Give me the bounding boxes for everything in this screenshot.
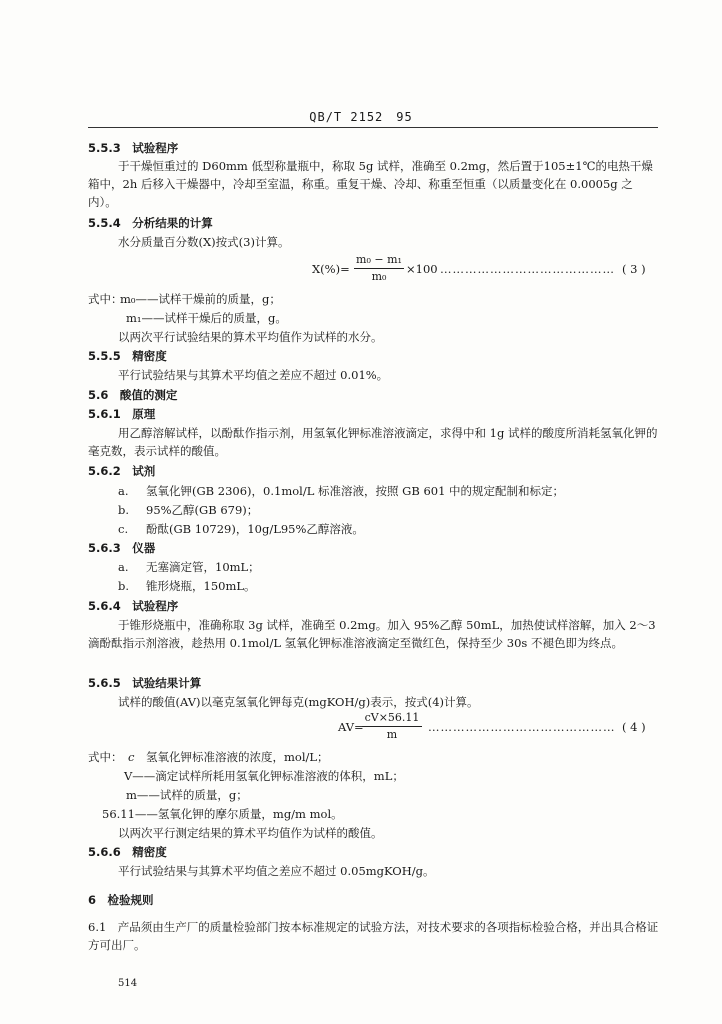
where-4-m: m——试样的质量，g； bbox=[126, 788, 248, 802]
heading-5-6: 5.6 酸值的测定 bbox=[88, 388, 178, 402]
heading-6: 6 检验规则 bbox=[88, 893, 154, 907]
conclusion-5-5-4: 以两次平行试验结果的算术平均值作为试样的水分。 bbox=[118, 330, 383, 344]
formula-3-numerator: m₀ − m₁ bbox=[356, 253, 402, 266]
heading-5-6-3: 5.6.3 仪器 bbox=[88, 541, 156, 555]
header-rule bbox=[88, 127, 658, 128]
heading-5-6-2: 5.6.2 试剂 bbox=[88, 464, 156, 478]
where-label-4: 式中： bbox=[88, 750, 123, 764]
heading-5-5-5: 5.5.5 精密度 bbox=[88, 349, 167, 363]
fraction-bar bbox=[362, 726, 422, 727]
formula-3-rhs: ×100 bbox=[406, 262, 438, 276]
formula-3-number: ( 3 ) bbox=[622, 262, 646, 276]
paragraph-5-6-4: 于锥形烧瓶中，准确称取 3g 试样，准确至 0.2mg。加入 95%乙醇 50mL，加热使试样溶解，加入 2～3 滴酚酞指示剂溶液，趁热用 0.1mol/L 氢氧化钾标准溶液滴定至微红色，保持至少 30s 不褪色即为终点。 bbox=[88, 618, 656, 650]
paragraph-5-6-6: 平行试验结果与其算术平均值之差应不超过 0.05mgKOH/g。 bbox=[118, 864, 435, 878]
fraction-bar bbox=[354, 268, 404, 269]
where-label-3: 式中： bbox=[88, 292, 123, 306]
formula-3-denominator: m₀ bbox=[371, 270, 387, 283]
page-number: 514 bbox=[118, 978, 138, 989]
where-3-m1: m₁——试样干燥后的质量，g。 bbox=[126, 311, 287, 325]
heading-5-6-6: 5.6.6 精密度 bbox=[88, 845, 167, 859]
paragraph-5-5-3: 于干燥恒重过的 D60mm 低型称量瓶中，称取 5g 试样，准确至 0.2mg，然后置于105±1℃的电热干燥箱中，2h 后移入干燥器中，冷却至室温，称重。重复干燥、冷却、称重至恒重（以质量变化在 0.0005g 之内）。 bbox=[88, 159, 653, 209]
where-4-c: 氢氧化钾标准溶液的浓度，mol/L； bbox=[146, 750, 329, 764]
where-3-m0: m₀——试样干燥前的质量，g； bbox=[120, 292, 281, 306]
reagent-item-b: b. 95%乙醇(GB 679)； bbox=[118, 503, 259, 517]
apparatus-item-b: b. 锥形烧瓶，150mL。 bbox=[118, 579, 256, 593]
heading-5-6-5: 5.6.5 试验结果计算 bbox=[88, 676, 202, 690]
where-4-c-symbol: c bbox=[128, 750, 135, 764]
heading-5-6-1: 5.6.1 原理 bbox=[88, 407, 156, 421]
standard-header: QB/T 2152 95 bbox=[309, 110, 413, 124]
intro-5-6-5: 试样的酸值(AV)以毫克氢氧化钾每克(mgKOH/g)表示，按式(4)计算。 bbox=[118, 695, 479, 709]
where-4-molar-mass: 56.11——氢氧化钾的摩尔质量，mg/m mol。 bbox=[102, 807, 343, 821]
reagent-item-a: a. 氢氧化钾(GB 2306)，0.1mol/L 标准溶液，按照 GB 601 中的规定配制和标定； bbox=[118, 484, 565, 498]
paragraph-5-5-5: 平行试验结果与其算术平均值之差应不超过 0.01%。 bbox=[118, 368, 389, 382]
formula-3-fraction bbox=[354, 253, 404, 284]
paragraph-5-6-1: 用乙醇溶解试样，以酚酞作指示剂，用氢氧化钾标准溶液滴定，求得中和 1g 试样的酸度所消耗氢氧化钾的毫克数，表示试样的酸值。 bbox=[88, 426, 658, 458]
reagent-item-c: c. 酚酞(GB 10729)，10g/L95%乙醇溶液。 bbox=[118, 522, 364, 536]
apparatus-item-a: a. 无塞滴定管，10mL； bbox=[118, 560, 260, 574]
paragraph-6-1: 6.1 产品须由生产厂的质量检验部门按本标准规定的试验方法，对技术要求的各项指标检验合格，并出具合格证方可出厂。 bbox=[88, 920, 659, 952]
formula-4-numerator: cV×56.11 bbox=[364, 711, 420, 724]
conclusion-5-6-5: 以两次平行测定结果的算术平均值作为试样的酸值。 bbox=[118, 826, 383, 840]
formula-4-leader: ……………………………………… bbox=[428, 720, 616, 734]
where-4-v: V——滴定试样所耗用氢氧化钾标准溶液的体积，mL； bbox=[124, 769, 404, 783]
formula-3-leader: …………………………………… bbox=[440, 262, 615, 276]
formula-4-number: ( 4 ) bbox=[622, 720, 646, 734]
formula-4-fraction bbox=[362, 711, 422, 742]
heading-5-5-4: 5.5.4 分析结果的计算 bbox=[88, 216, 213, 230]
intro-5-5-4: 水分质量百分数(X)按式(3)计算。 bbox=[118, 235, 290, 249]
formula-3-lhs: X(%)= bbox=[312, 262, 350, 276]
heading-5-5-3: 5.5.3 试验程序 bbox=[88, 141, 179, 155]
heading-5-6-4: 5.6.4 试验程序 bbox=[88, 599, 179, 613]
formula-4-lhs: AV= bbox=[338, 720, 364, 734]
formula-4-denominator: m bbox=[386, 728, 398, 741]
